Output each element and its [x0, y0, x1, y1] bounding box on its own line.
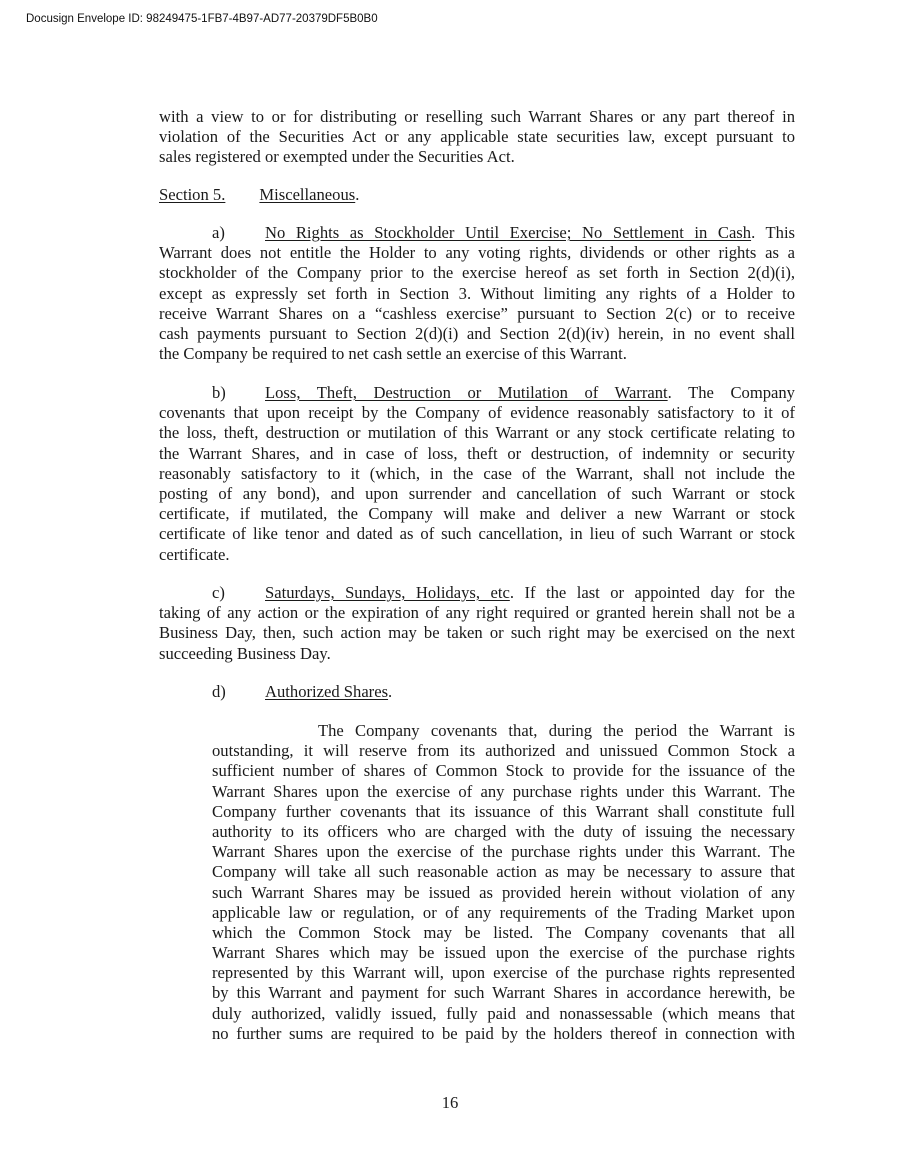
paragraph-a [159, 223, 795, 364]
paragraph-b [159, 383, 795, 565]
text-line: Company will take all such reasonable action as may be necessary to assure that [212, 862, 795, 882]
text-line: taking of any action or the expiration of any right required or granted herein shall not be a [159, 603, 795, 623]
item-heading: Saturdays, Sundays, Holidays, etc [265, 583, 510, 602]
first-line-rest: . This [751, 223, 796, 242]
text-line: certificate. [159, 544, 230, 564]
text-line: covenants that upon receipt by the Company of evidence reasonably satisfactory to it of [159, 403, 795, 423]
text-line: Warrant Shares upon the exercise of the purchase rights under this Warrant. The [212, 842, 795, 862]
text-line: represented by this Warrant will, upon exercise of the purchase rights represented [212, 963, 795, 983]
text-line: outstanding, it will reserve from its authorized and unissued Common Stock a [212, 741, 795, 761]
text-line: reasonably satisfactory to it (which, in the case of the Warrant, shall not include the [159, 463, 795, 483]
text-line: except as expressly set forth in Section 3. Without limiting any rights of a Holder to [159, 283, 795, 303]
text-line: cash payments pursuant to Section 2(d)(i) and Section 2(d)(iv) herein, in no event shall [159, 323, 795, 343]
text-line: the Warrant Shares, and in case of loss, theft or destruction, of indemnity or security [159, 443, 795, 463]
text-line: by this Warrant and payment for such Warrant Shares in accordance herewith, be [212, 983, 795, 1003]
first-line-rest: . The Company [667, 383, 795, 402]
paragraph-c [159, 583, 795, 664]
intro-paragraph [159, 107, 795, 168]
item-label: d) [212, 682, 226, 701]
paragraph-d-heading [159, 682, 795, 702]
first-line-text [265, 223, 795, 243]
text-line: certificate of like tenor and dated as of such cancellation, in lieu of such Warrant or stock [159, 524, 795, 544]
item-heading: No Rights as Stockholder Until Exercise; No Settlement in Cash [265, 223, 752, 242]
text-line: sales registered or exempted under the Securities Act. [159, 147, 515, 167]
text-line: receive Warrant Shares on a “cashless exercise” pursuant to Section 2(c) or to receive [159, 303, 795, 323]
text-line: such Warrant Shares may be issued as provided herein without violation of any [212, 882, 795, 902]
item-heading: Authorized Shares [265, 682, 389, 701]
item-label: c) [212, 583, 225, 602]
text-line: duly authorized, validly issued, fully paid and nonassessable (which means that [212, 1003, 795, 1023]
text-line: Warrant does not entitle the Holder to any voting rights, dividends or other rights as a [159, 243, 795, 263]
text-line: certificate, if mutilated, the Company will make and deliver a new Warrant or stock [159, 504, 795, 524]
first-line [159, 383, 795, 403]
section-title: Miscellaneous [259, 185, 356, 204]
first-line [159, 682, 795, 702]
first-line [159, 223, 795, 243]
paragraph-d-body [212, 721, 795, 1044]
first-line-rest: . If the last or appointed day for the [509, 583, 795, 602]
item-label: a) [212, 223, 225, 242]
first-line [159, 583, 795, 603]
text-line: which the Common Stock may be listed. The Company covenants that all [212, 922, 795, 942]
text-line: The Company covenants that, during the period the Warrant is [318, 721, 795, 740]
text-line: applicable law or regulation, or of any requirements of the Trading Market upon [212, 902, 795, 922]
section-heading: Section 5. Miscellaneous. [159, 185, 360, 204]
first-line-text [265, 383, 795, 403]
text-line: sufficient number of shares of Common Stock to provide for the issuance of the [212, 761, 795, 781]
text-line: Warrant Shares which may be issued upon the exercise of the purchase rights [212, 943, 795, 963]
text-line: no further sums are required to be paid by the holders thereof in connection with [212, 1023, 795, 1043]
text-line: the loss, theft, destruction or mutilation of this Warrant or any stock certificate relating to [159, 423, 795, 443]
envelope-id: Docusign Envelope ID: 98249475-1FB7-4B97-AD77-20379DF5B0B0 [26, 13, 378, 25]
text-line: stockholder of the Company prior to the exercise hereof as set forth in Section 2(d)(i), [159, 263, 795, 283]
section-number: Section 5. [159, 185, 226, 204]
text-line: Company further covenants that its issuance of this Warrant shall constitute full [212, 801, 795, 821]
page-number: 16 [441, 1093, 459, 1112]
text-line: Warrant Shares upon the exercise of any purchase rights under this Warrant. The [212, 781, 795, 801]
text-line: the Company be required to net cash settle an exercise of this Warrant. [159, 344, 627, 364]
item-label: b) [212, 383, 226, 402]
first-line-rest: . [388, 682, 393, 701]
text-line: succeeding Business Day. [159, 643, 331, 663]
first-line-text [265, 583, 795, 603]
text-line: posting of any bond), and upon surrender and cancellation of such Warrant or stock [159, 483, 795, 503]
text-line: with a view to or for distributing or reselling such Warrant Shares or any part thereof in [159, 107, 795, 126]
first-line-text [265, 682, 795, 702]
item-heading: Loss, Theft, Destruction or Mutilation of Warrant [265, 383, 668, 402]
text-line: violation of the Securities Act or any applicable state securities law, except pursuant to [159, 127, 795, 147]
text-line: authority to its officers who are charged with the duty of issuing the necessary [212, 821, 795, 841]
text-line: Business Day, then, such action may be taken or such right may be exercised on the next [159, 623, 795, 643]
